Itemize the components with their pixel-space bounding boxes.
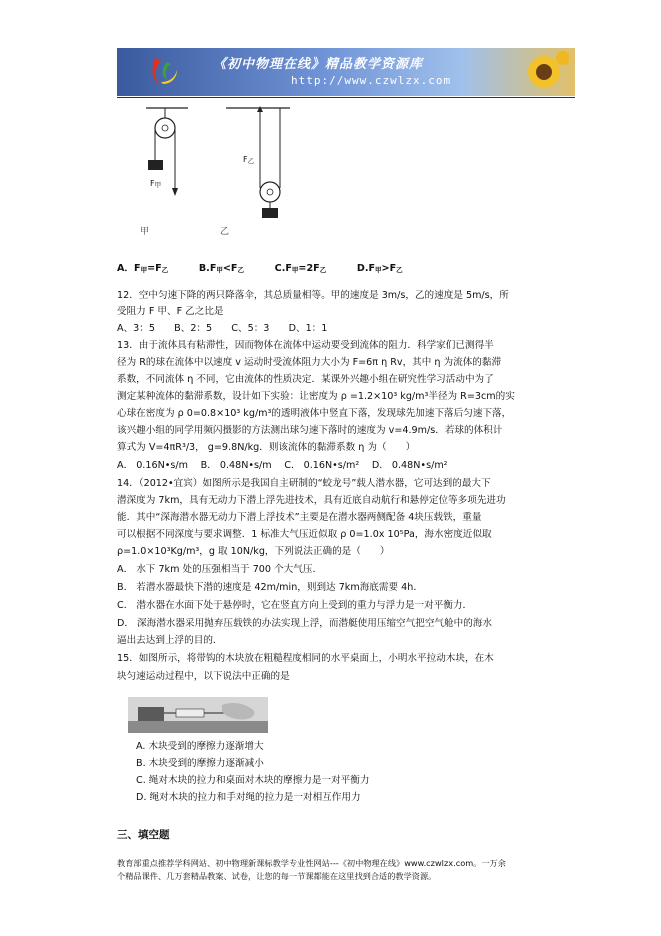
q15-option-a[interactable]: A. 木块受到的摩擦力逐渐增大 — [136, 741, 264, 752]
q14-option-d[interactable]: D． 深海潜水器采用抛弃压载铁的办法实现上浮，而潜艇使用压缩空气把空气舱中的海水 — [117, 618, 492, 629]
q11-option-c[interactable]: C.F甲=2F乙 — [274, 263, 327, 274]
q14-line: 14．（2012•宜宾）如图所示是我国自主研制的“蛟龙号”载人潜水器，它可达到的最大下 — [117, 478, 491, 489]
q13-line: 测定某种流体的黏滞系数，设计如下实验：让密度为 ρ =1.2×10³ kg/m³半径为 R=3cm的实 — [117, 391, 515, 402]
header-rule — [117, 97, 575, 98]
site-logo-icon — [147, 54, 181, 90]
q14-option-b[interactable]: B． 若潜水器最快下潜的速度是 42m/min，则到达 7km海底需要 4h． — [117, 582, 423, 593]
label-yi: 乙 — [220, 227, 230, 237]
q15-line-2: 块匀速运动过程中，以下说法中正确的是 — [117, 671, 290, 682]
q14-line: 潜深度为 7km，具有无动力下潜上浮先进技术，具有近底自动航行和悬停定位等多项先进功 — [117, 495, 506, 506]
q11-option-a[interactable]: A．F甲=F乙 — [117, 263, 169, 274]
q15-option-c[interactable]: C. 绳对木块的拉力和桌面对木块的摩擦力是一对平衡力 — [136, 775, 370, 786]
q13-line: 系数，不同流体 η 不同，它由流体的性质决定．某课外兴趣小组在研究性学习活动中为了 — [117, 374, 494, 385]
q11-option-b[interactable]: B.F甲<F乙 — [198, 263, 244, 274]
q13-line: 13．由于流体具有粘滞性，因而物体在流体中运动要受到流体的阻力．科学家们已测得半 — [117, 340, 494, 351]
q11-option-d[interactable]: D.F甲>F乙 — [356, 263, 403, 274]
q13-line: 径为 R的球在流体中以速度 v 运动时受流体阻力大小为 F=6π η Rv，其中 η 为流体的黏滞 — [117, 357, 502, 368]
q14-line: 可以根据不同深度与要求调整．1 标准大气压近似取 ρ 0=1.0x 10⁵Pa，海水密度近似取 — [117, 529, 492, 540]
q13-line: 算式为 V=4πR³/3， g=9.8N/kg．则该流体的黏滞系数 η 为（ ） — [117, 442, 416, 453]
header-banner — [117, 48, 575, 96]
q15-option-b[interactable]: B. 木块受到的摩擦力逐渐减小 — [136, 758, 264, 769]
force-label-yi: F乙 — [243, 155, 255, 165]
q13-options[interactable]: A． 0.16N•s/m B． 0.48N•s/m C． 0.16N•s/m² D． 0.48N•s/m² — [117, 460, 448, 471]
force-label-jia: F甲 — [150, 179, 162, 189]
pulley-diagram — [140, 104, 320, 244]
footer-line-2: 个精品课件、几万套精品教案、试卷，让您的每一节课都能在这里找到合适的教学资源。 — [117, 871, 437, 881]
q14-line: 能．其中“深海潜水器无动力下潜上浮技术”主要是在潜水器两侧配备 4块压载铁，重量 — [117, 512, 482, 523]
q14-option-c[interactable]: C． 潜水器在水面下处于悬停时，它在竖直方向上受到的重力与浮力是一对平衡力． — [117, 600, 473, 611]
site-url[interactable]: http://www.czwlzx.com — [291, 74, 452, 87]
q13-line: 该兴趣小组的同学用频闪摄影的方法测出球匀速下落时的速度为 v=4.9m/s．若球的体积计 — [117, 425, 503, 436]
sunflower-icon — [519, 50, 569, 94]
q14-line: ρ=1.0×10³Kg/m³，g 取 10N/kg，下列说法正确的是（ ） — [117, 546, 390, 557]
label-jia: 甲 — [140, 227, 150, 237]
q14-option-a[interactable]: A． 水下 7km 处的压强相当于 700 个大气压． — [117, 564, 323, 575]
q13-line: 心球在密度为 ρ 0=0.8×10³ kg/m³的透明液体中竖直下落，发现球先加速下落后匀速下落， — [117, 408, 512, 419]
q11-options — [117, 261, 403, 279]
q15-option-d[interactable]: D. 绳对木块的拉力和手对绳的拉力是一对相互作用力 — [136, 792, 361, 803]
q15-line-1: 15．如图所示，将带钩的木块放在粗糙程度相同的水平桌面上，小明水平拉动木块，在木 — [117, 653, 494, 664]
page-footer — [117, 857, 575, 883]
q12-line-1: 12．空中匀速下降的两只降落伞，其总质量相等。甲的速度是 3m/s，乙的速度是 5m/s，所 — [117, 290, 509, 301]
wood-block-photo — [128, 697, 268, 733]
footer-line-1: 教育部重点推荐学科网站、初中物理新课标教学专业性网站---《初中物理在线》www.czwlzx.com。一万余 — [117, 858, 506, 868]
q14-option-d-cont: 逼出去达到上浮的目的． — [117, 635, 223, 646]
q12-options[interactable]: A、3：5 B、2：5 C、5：3 D、1：1 — [117, 323, 328, 334]
site-title: 《初中物理在线》精品教学资源库 — [213, 57, 424, 72]
section-title: 三、填空题 — [117, 829, 170, 841]
q12-line-2: 受阻力 F 甲、F 乙之比是 — [117, 306, 224, 317]
